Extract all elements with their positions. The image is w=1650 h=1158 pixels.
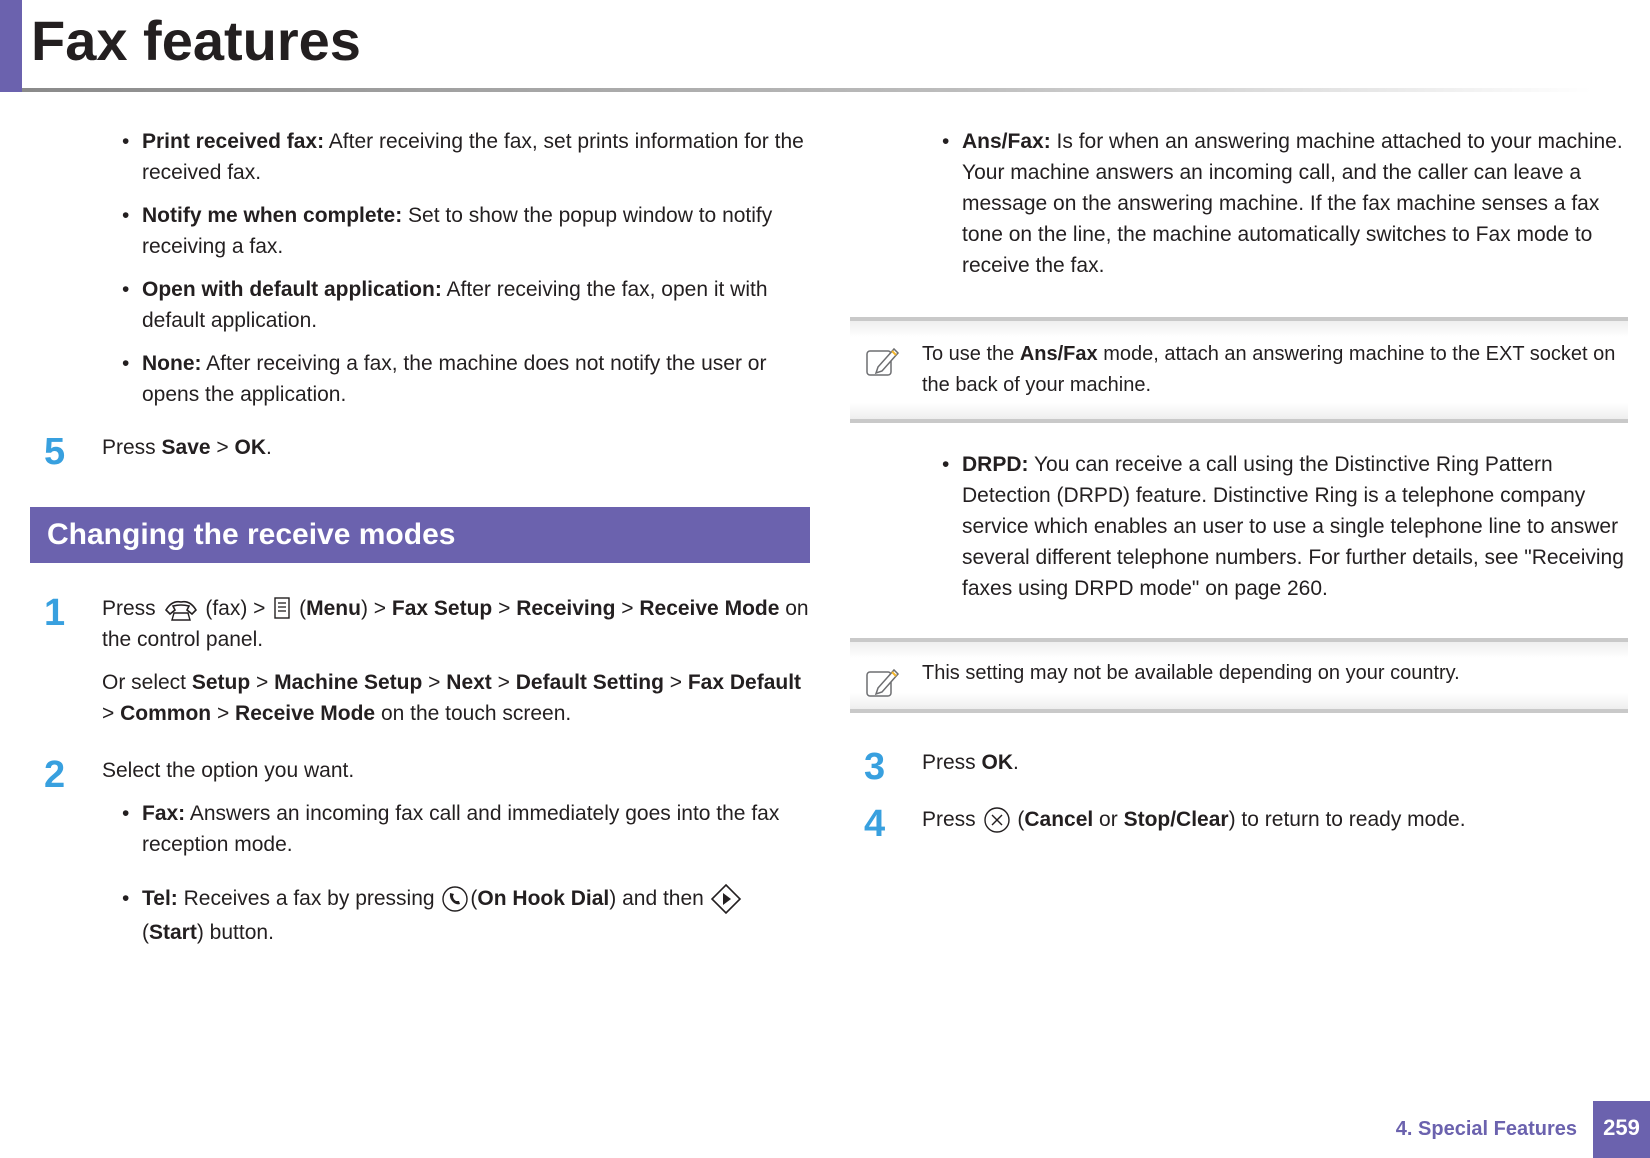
on-hook-dial-icon xyxy=(440,884,470,914)
list-item: • Notify me when complete: Set to show the popup window to notify receiving a fax. xyxy=(122,204,773,258)
note-box: This setting may not be available depending on your country. xyxy=(850,638,1628,713)
title-accent-bar xyxy=(0,0,22,92)
step-1: 1 Press (fax) > (Menu) > Fax Setup > Receiving > Receive Mode on the control panel. Or select Setup > Machine Setup > Next > Default Setting > Fax Default > Common > Receive Mode on the touch screen. xyxy=(44,592,809,725)
list-item: • Print received fax: After receiving the fax, set prints information for the received fax. xyxy=(122,130,804,184)
list-item: • DRPD: You can receive a call using the Distinctive Ring Pattern Detection (DRPD) feature. Distinctive Ring is a telephone company service which enables an user to use a single telephone line to answer several different telephone numbers. For further details, see "Receiving faxes using DRPD mode" on page 260. xyxy=(942,453,1624,600)
note-pencil-icon xyxy=(864,664,900,700)
right-column xyxy=(850,126,1628,847)
note-box: To use the Ans/Fax mode, attach an answering machine to the EXT socket on the back of your machine. xyxy=(850,317,1628,423)
step-5: 5 Press Save > OK. xyxy=(44,431,272,473)
step-2: 2 Select the option you want. xyxy=(44,754,355,796)
step-number: 4 xyxy=(864,803,886,845)
list-item: • Ans/Fax: Is for when an answering machine attached to your machine. Your machine answers an incoming call, and the caller can leave a message on the answering machine. If the fax machine senses a fax tone on the line, the machine automatically switches to Fax mode to receive the fax. xyxy=(942,130,1623,277)
page-title: Fax features xyxy=(31,9,361,72)
start-icon xyxy=(710,883,742,915)
title-divider xyxy=(22,88,1592,92)
step-number: 1 xyxy=(44,592,66,634)
chapter-label: 4. Special Features xyxy=(1395,1118,1577,1140)
left-column xyxy=(30,126,810,962)
step-number: 2 xyxy=(44,754,66,796)
note-pencil-icon xyxy=(864,343,900,379)
section-heading: Changing the receive modes xyxy=(30,507,810,563)
step-number: 5 xyxy=(44,431,66,473)
list-item: • None: After receiving a fax, the machine does not notify the user or opens the application. xyxy=(122,352,767,406)
step-4: 4 Press (Cancel or Stop/Clear) to return to ready mode. xyxy=(864,803,1466,845)
list-item: • Tel: Receives a fax by pressing (On Hook Dial) and then (Start) button. xyxy=(30,882,810,950)
step-3: 3 Press OK. xyxy=(864,746,1019,788)
list-item: • Fax: Answers an incoming fax call and immediately goes into the fax reception mode. xyxy=(122,802,780,856)
step-number: 3 xyxy=(864,746,886,788)
page-number: 259 xyxy=(1593,1101,1650,1158)
menu-icon xyxy=(271,596,293,622)
cancel-icon xyxy=(982,805,1012,835)
fax-icon xyxy=(162,596,200,622)
list-item: • Open with default application: After receiving the fax, open it with default application. xyxy=(122,278,768,332)
